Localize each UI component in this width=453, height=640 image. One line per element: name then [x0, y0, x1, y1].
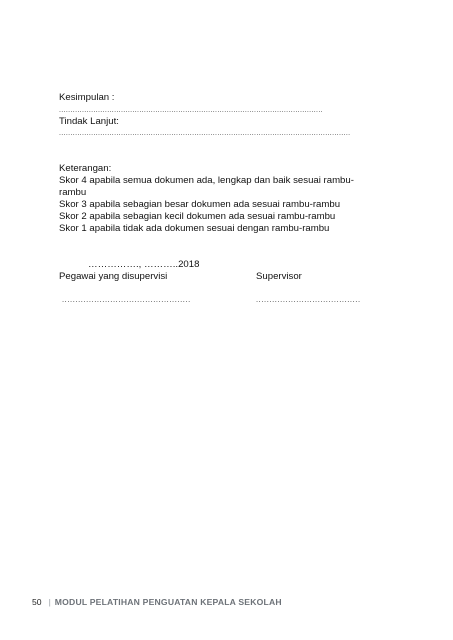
footer-separator: | [48, 597, 51, 607]
page-number: 50 [32, 597, 42, 607]
followup-label: Tindak Lanjut: [59, 116, 119, 127]
conclusion-dotted-line: ................................................................................................................... [59, 107, 323, 114]
notes-line-3: Skor 3 apabila sebagian besar dokumen ada sesuai rambu-rambu [59, 199, 341, 210]
supervisor-label: Supervisor [256, 271, 302, 282]
supervisee-signature-line: ................................................ [62, 295, 191, 304]
supervisee-label: Pegawai yang disupervisi [59, 271, 168, 282]
notes-line-4: Skor 2 apabila sebagian kecil dokumen ada sesuai rambu-rambu [59, 211, 336, 222]
followup-dotted-line: ............................................................................................................................... [59, 130, 351, 137]
conclusion-label: Kesimpulan : [59, 92, 115, 103]
signature-date-line: ……………., ………..2018 [88, 259, 200, 270]
supervisor-signature-line: ....................................... [256, 295, 361, 304]
notes-heading: Keterangan: [59, 163, 112, 174]
notes-line-5: Skor 1 apabila tidak ada dokumen sesuai dengan rambu-rambu [59, 223, 330, 234]
notes-line-1: Skor 4 apabila semua dokumen ada, lengkap dan baik sesuai rambu- [59, 175, 354, 186]
notes-line-2: rambu [59, 187, 87, 198]
module-title: MODUL PELATIHAN PENGUATAN KEPALA SEKOLAH [54, 597, 282, 607]
page-footer [32, 597, 282, 607]
